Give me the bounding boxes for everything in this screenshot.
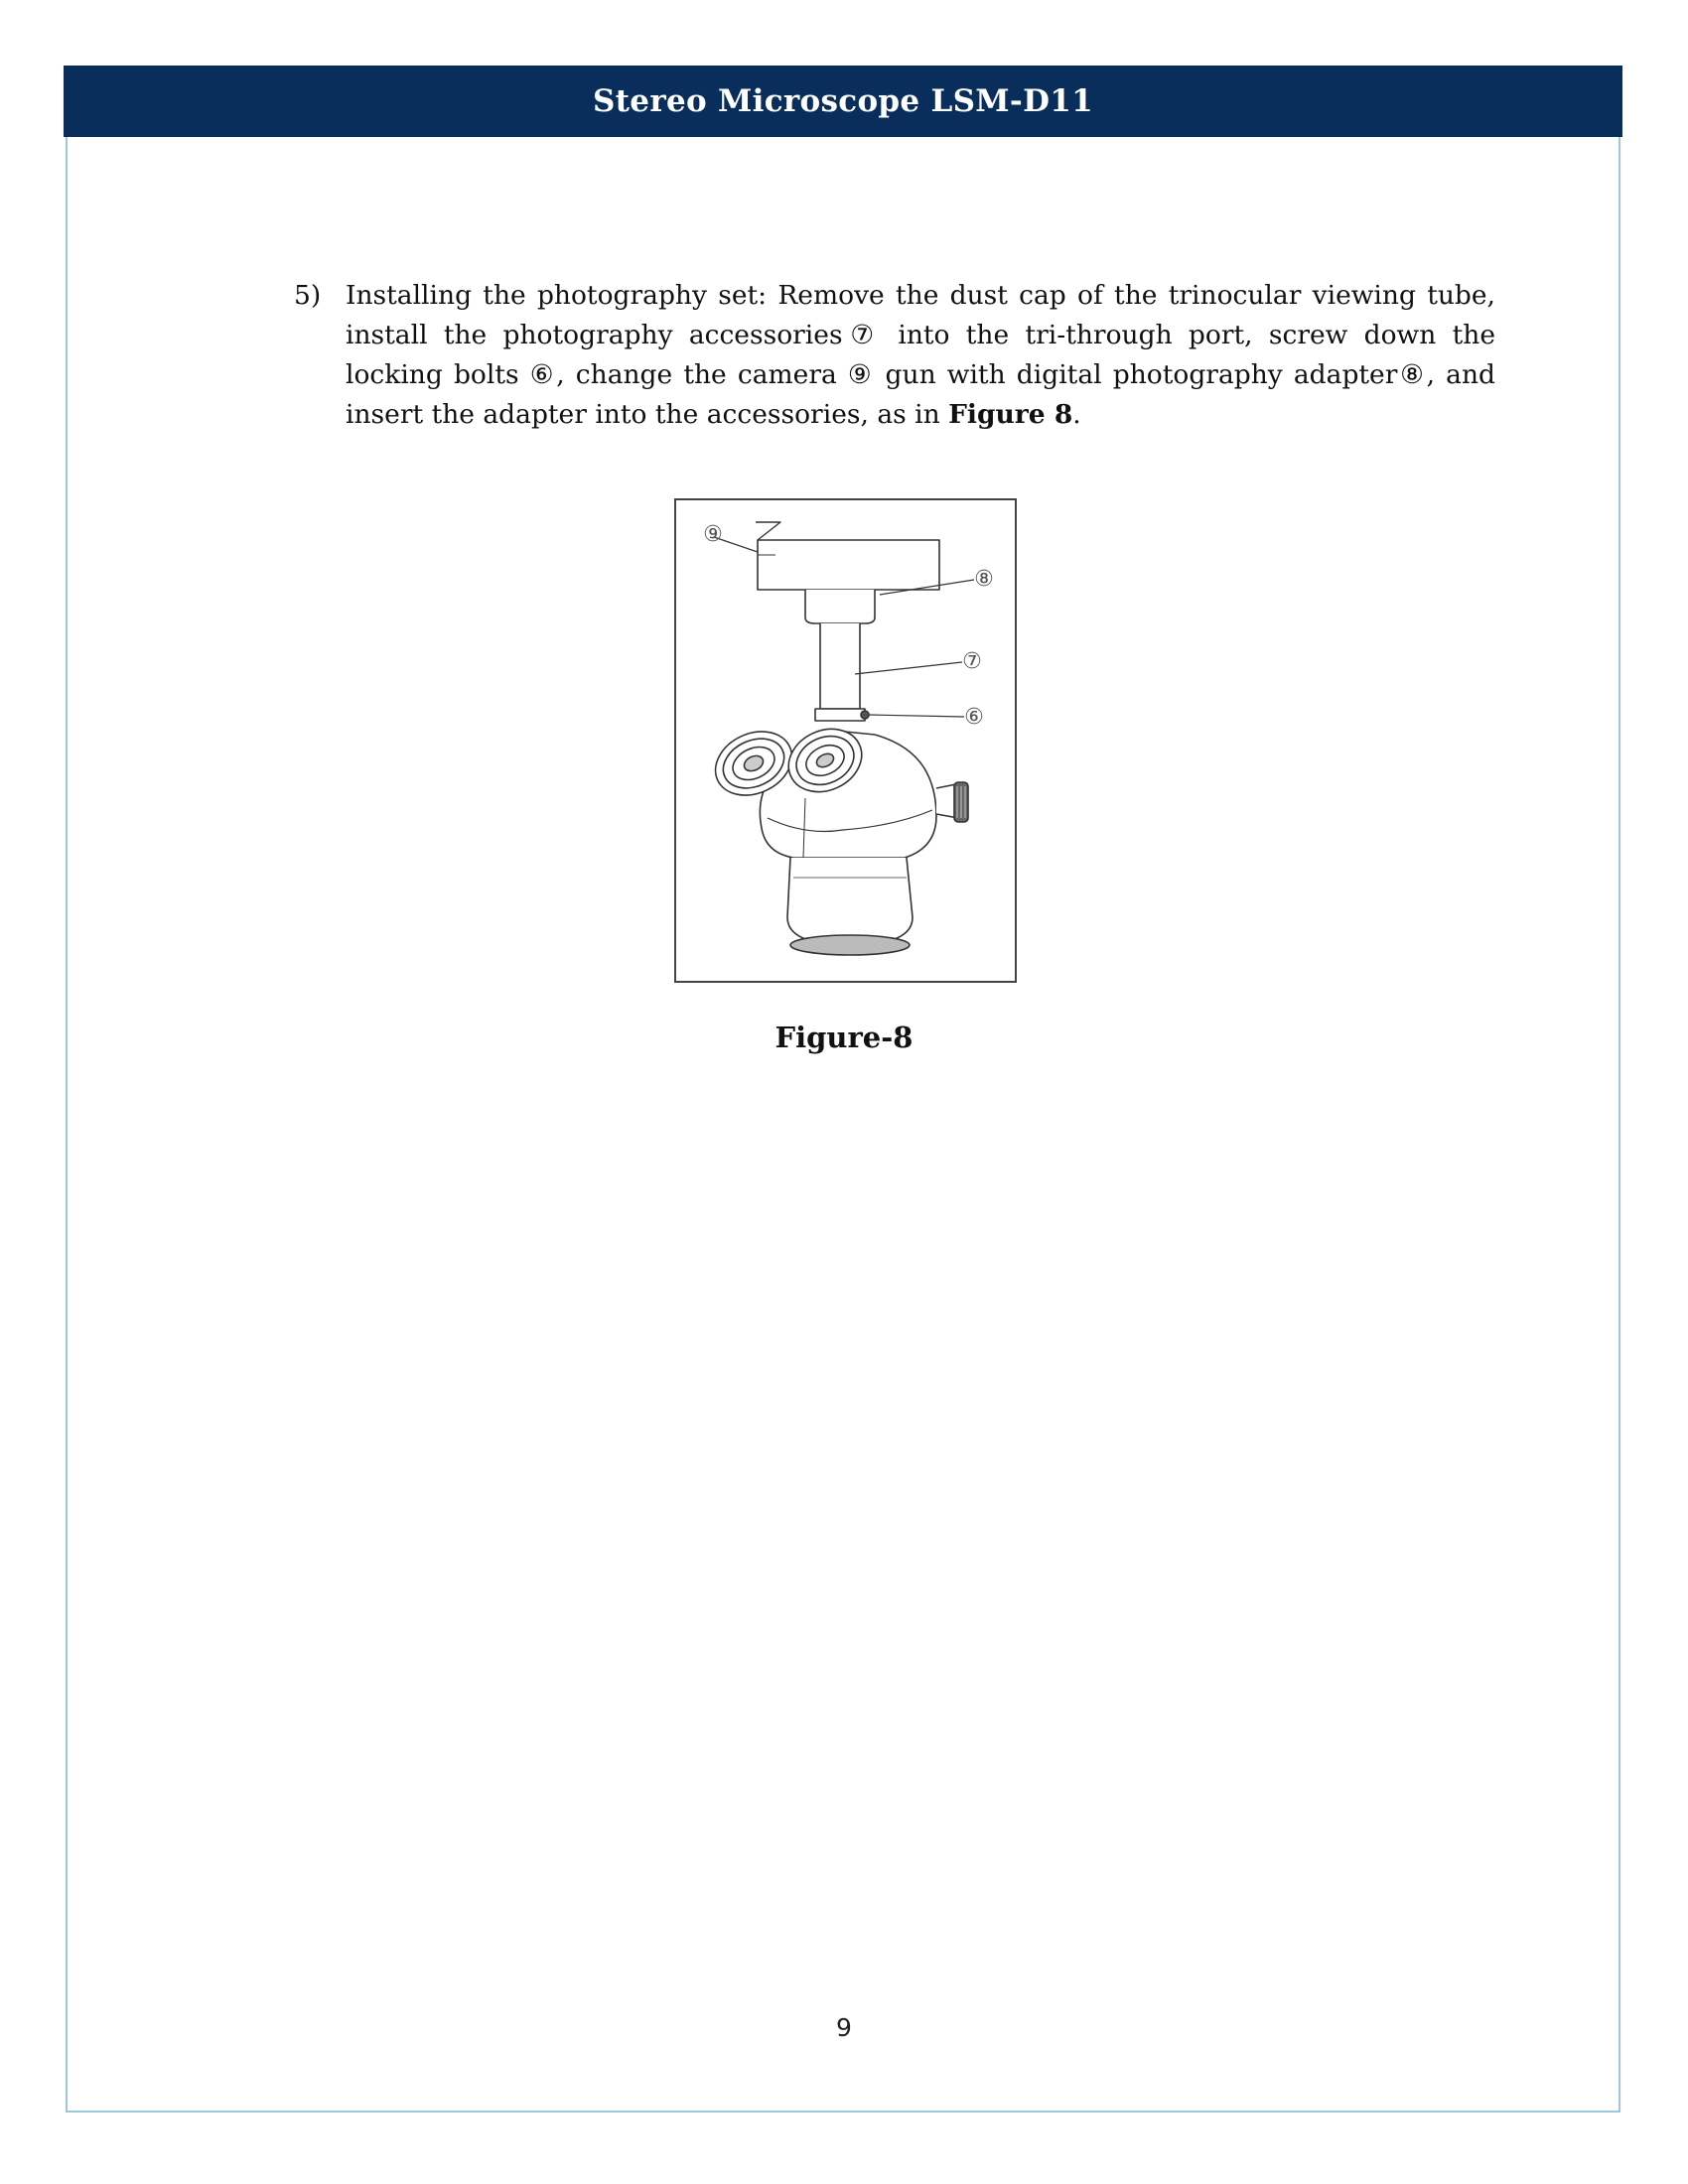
figure-8-illustration xyxy=(674,498,1017,983)
callout-7-label: ⑦ xyxy=(962,649,982,674)
callout-8-label: ⑧ xyxy=(974,567,994,592)
callout-6-label: ⑥ xyxy=(964,705,984,730)
figure-caption: Figure-8 xyxy=(774,1021,914,1054)
header-bar xyxy=(64,66,1622,137)
document-title: Stereo Microscope LSM-D11 xyxy=(592,83,1093,119)
step-text xyxy=(346,276,1495,435)
step-number: 5) xyxy=(294,280,322,311)
microscope-drawing xyxy=(676,500,1015,981)
installation-step xyxy=(294,276,1495,435)
page-number: 9 xyxy=(836,2013,852,2042)
callout-9-label: ⑨ xyxy=(703,522,723,547)
step-text-body: Installing the photography set: Remove the dust cap of the trinocular viewing tube, install the photography accessories⑦ into the tri-through port, screw down the locking bolts ⑥, change the camera ⑨ gun with digital photography adapter⑧, and insert the adapter into the accessories, as in xyxy=(346,280,1495,430)
step-text-end: . xyxy=(1072,399,1081,430)
figure-reference: Figure 8 xyxy=(948,399,1073,430)
